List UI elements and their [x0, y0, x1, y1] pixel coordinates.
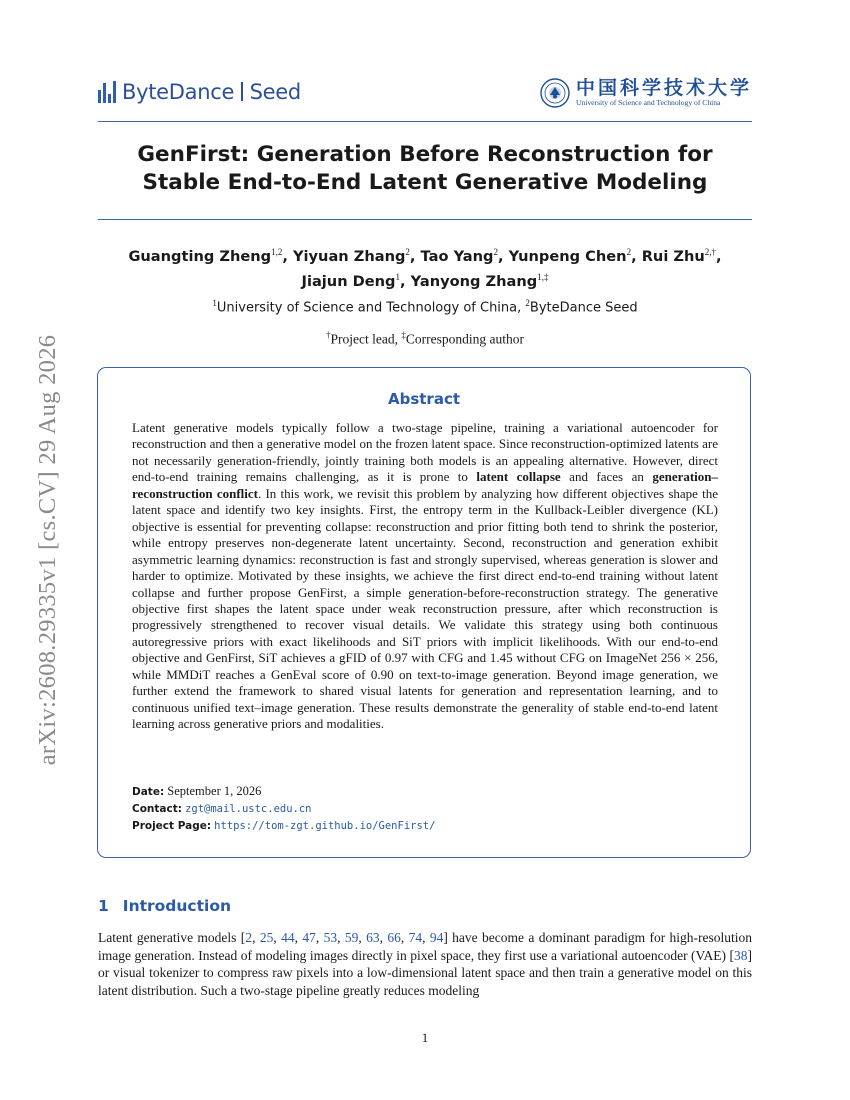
title-rule [98, 219, 752, 220]
citation-link[interactable]: 38 [734, 947, 748, 963]
section-number: 1 [98, 897, 109, 915]
author-list: Guangting Zheng$^{1,2}$, Yiyuan Zhang$^2$, Tao Yang$^2$, Yunpeng Chen$^2$, Rui Zhu$^{2,\dagger}$, Jiajun Deng$^1$, Yanyong Zhang$^{1,\ddagger}$ [128, 247, 722, 290]
author-name: Yiyuan Zhang [292, 247, 406, 265]
bytedance-logo-text: ByteDance [122, 80, 235, 104]
author-affiliation-mark: 2 [405, 247, 410, 257]
bytedance-bars-icon [98, 81, 116, 103]
contact-label: Contact: [132, 803, 182, 815]
author-name: Yanyong Zhang [410, 272, 538, 290]
project-lead-note: Project lead, [330, 331, 398, 347]
abstract-heading: Abstract [387, 390, 461, 408]
title-line-2: Stable End-to-End Latent Generative Modeling [142, 170, 708, 195]
affiliation-ustc: University of Science and Technology of China, [216, 300, 522, 316]
emphasis-latent-collapse: latent collapse [476, 469, 561, 485]
ustc-english-name: University of Science and Technology of China [575, 98, 721, 107]
affiliation-bytedance: ByteDance Seed [529, 300, 638, 316]
project-page-label: Project Page: [132, 820, 212, 832]
paper-metadata [132, 783, 718, 834]
author-name: Jiajun Deng [301, 272, 396, 290]
citation-link[interactable]: 53 [323, 930, 338, 945]
logo-divider [241, 82, 243, 101]
affiliations: $^1$University of Science and Technology of China, $^2$ByteDance Seed [212, 298, 638, 316]
author-name: Yunpeng Chen [508, 247, 627, 265]
section-title: Introduction [122, 897, 232, 915]
author-affiliation-mark: 2 [626, 247, 632, 257]
author-name: Tao Yang [420, 247, 494, 265]
author-affiliation-mark: 2,† [704, 247, 717, 257]
author-affiliation-mark: 1,2 [271, 247, 283, 257]
author-name: Guangting Zheng [128, 247, 272, 265]
citation-link[interactable]: 59 [344, 930, 359, 945]
author-affiliation-mark: 2 [493, 247, 498, 257]
seed-logo-text: Seed [249, 80, 301, 104]
bytedance-seed-logo [98, 80, 301, 104]
author-affiliation-mark: 1,‡ [537, 271, 549, 282]
emphasis-generation-reconstruction-conflict: generation–reconstruction conflict [132, 469, 719, 501]
author-notes: †Project lead, ‡Corresponding author [326, 330, 524, 347]
introduction-paragraph: Latent generative models [2, 25, 44, 47, 53, 59, 63, 66, 74, 94] have become a dominant paradigm for high-resolution image generation. Instead of modeling images directly in pixel space, they first use a variational autoencoder (VAE) [38] or visual tokenizer to compress raw pixels into a low-dimensional latent space and then train a generative model on this latent distribution. Such a two-stage pipeline greatly reduces modeling [98, 930, 753, 998]
header-rule [98, 121, 752, 122]
ustc-seal-icon [540, 78, 570, 108]
author-affiliation-mark: 1 [395, 271, 401, 282]
section-heading [98, 897, 231, 915]
title-line-1: GenFirst: Generation Before Reconstruction for [137, 142, 713, 167]
citation-link[interactable]: 44 [281, 930, 295, 945]
citation-link[interactable]: 2 [245, 930, 253, 945]
abstract-text: Latent generative models typically follow a two-stage pipeline, training a variational autoencoder for reconstruction and then a generative model on the frozen latent space. Since reconstruction-optimized latents are not necessarily generation-friendly, jointly training both models is an appealing alternative. However, direct end-to-end training remains challenging, as it is prone to latent collapse and faces an generation–reconstruction conflict. In this work, we revisit this problem by analyzing how different objectives shape the latent space and identify two key insights. First, the entropy term in the Kullback-Leibler divergence (KL) objective is essential for preventing collapse: reconstruction and prior fitting both tend to shrink the posterior, while entropy preserves non-degenerate latent uncertainty. Second, reconstruction and generation exhibit asymmetric learning dynamics: reconstruction is fast and strongly supervised, whereas generation is slower and harder to optimize. Motivated by these insights, we achieve the first direct end-to-end training without latent collapse and further propose GenFirst, a simple generation-before-reconstruction strategy. The generative objective first shapes the latent space under weak reconstruction pressure, after which reconstruction is progressively strengthened to recover visual details. We validate this strategy using both continuous autoregressive priors with exact likelihoods and SiT priors with implicit likelihoods. With our end-to-end objective and GenFirst, SiT achieves a gFID of 0.97 with CFG and 1.45 without CFG on ImageNet 256 × 256, while MMDiT reaches a GenEval score of 0.90 on text-to-image generation. Beyond image generation, we further extend the framework to shared visual latents for generation and representation learning, and to continuous unified text–image generation. These results demonstrate the generality of stable end-to-end latent learning across generative priors and modalities. [132, 420, 719, 732]
arxiv-identifier: arXiv:2608.29335v1 [cs.CV] 29 Aug 2026 [34, 334, 61, 766]
ustc-chinese-name: 中国科学技术大学 [575, 77, 752, 99]
citation-link[interactable]: 74 [408, 930, 423, 945]
paper-title [98, 141, 752, 197]
contact-email-link[interactable]: zgt@mail.ustc.edu.cn [185, 803, 312, 815]
citation-link[interactable]: 94 [429, 930, 444, 945]
project-page-link[interactable]: https://tom-zgt.github.io/GenFirst/ [214, 820, 436, 832]
corresponding-author-note: Corresponding author [405, 331, 524, 347]
author-name: Rui Zhu [641, 247, 705, 265]
citation-link[interactable]: 47 [302, 930, 316, 945]
citation-link[interactable]: 63 [366, 930, 380, 945]
citation-link[interactable]: 66 [387, 930, 401, 945]
page-number: 1 [421, 1030, 429, 1045]
citation-link[interactable]: 25 [259, 930, 274, 945]
ustc-logo [540, 78, 752, 108]
date-value: September 1, 2026 [167, 784, 262, 798]
date-label: Date: [132, 786, 165, 798]
